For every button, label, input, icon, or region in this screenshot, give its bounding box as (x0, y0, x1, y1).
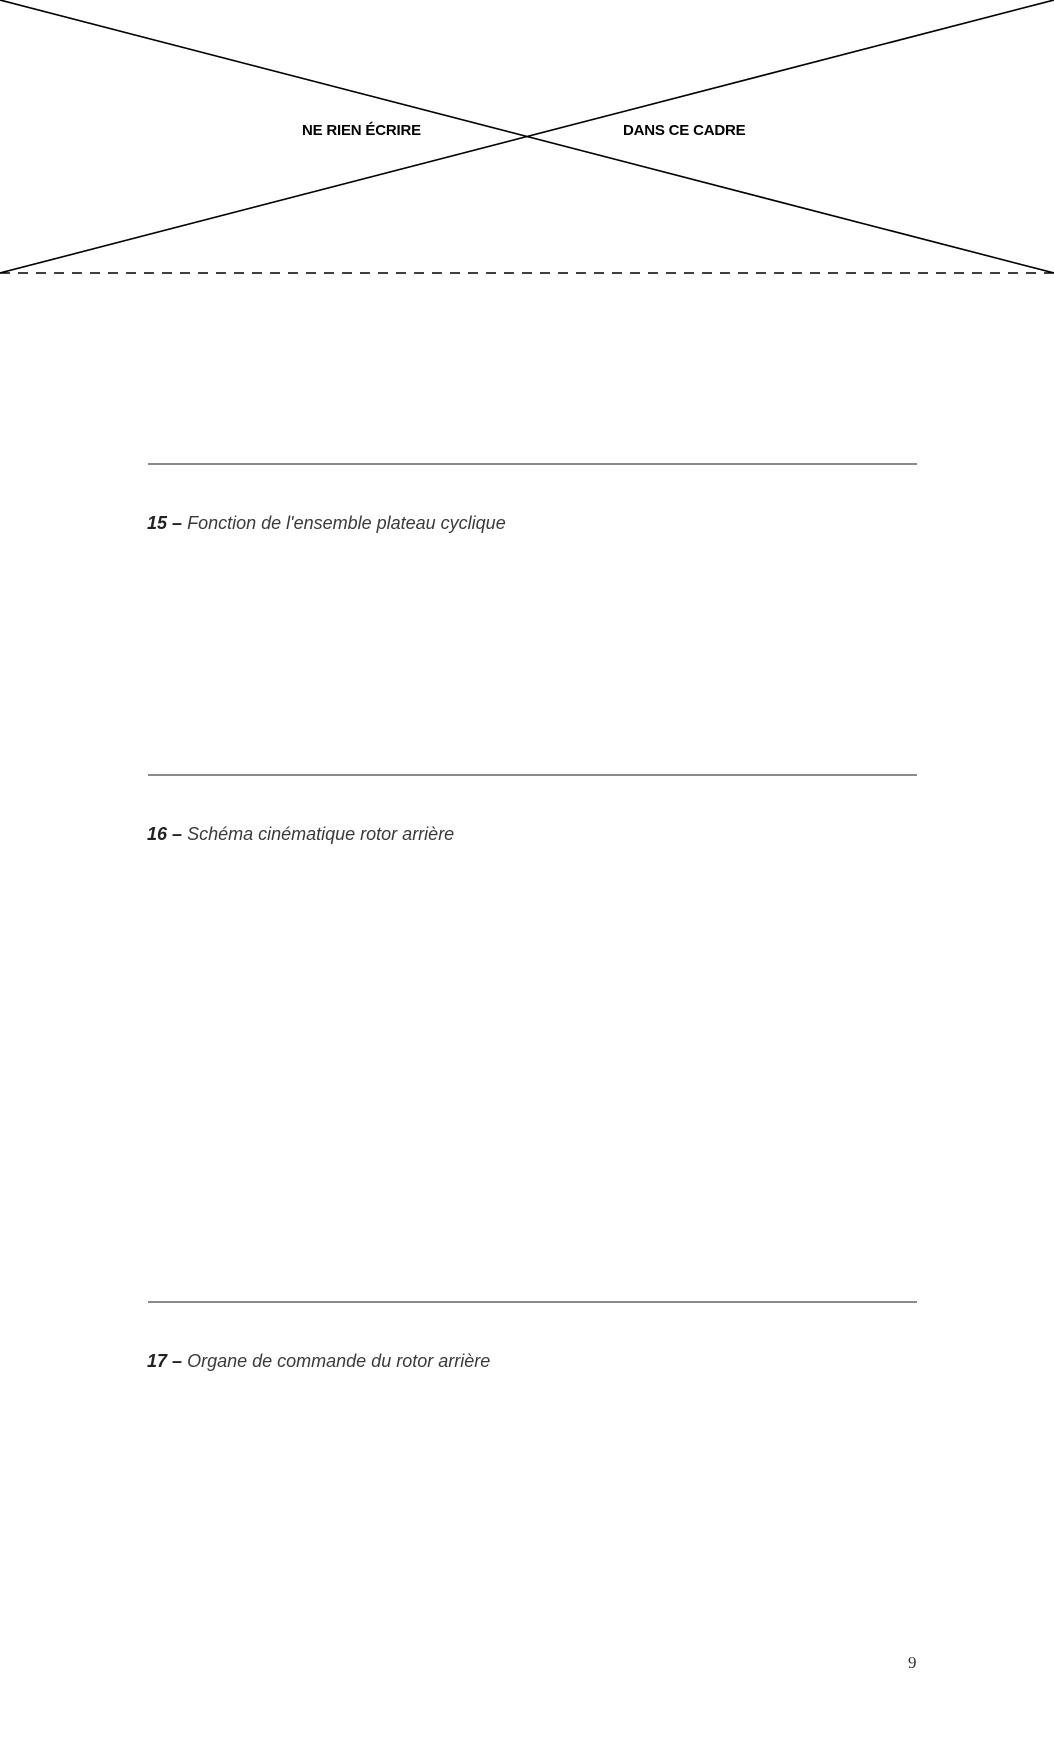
question-dash: – (172, 513, 183, 533)
no-write-box (0, 0, 1054, 276)
question-title: Fonction de l'ensemble plateau cyclique (187, 513, 506, 533)
section-divider-15 (148, 463, 917, 465)
question-dash: – (172, 1351, 183, 1371)
no-write-label-left: NE RIEN ÉCRIRE (302, 122, 421, 139)
question-15-heading (147, 513, 506, 534)
question-17-heading (147, 1351, 490, 1372)
question-number: 15 (147, 513, 168, 533)
question-dash: – (172, 824, 183, 844)
section-divider-17 (148, 1301, 917, 1303)
page-number: 9 (908, 1653, 917, 1672)
question-title: Organe de commande du rotor arrière (187, 1351, 491, 1371)
question-number: 17 (147, 1351, 168, 1371)
question-16-heading (147, 824, 454, 845)
question-title: Schéma cinématique rotor arrière (187, 824, 455, 844)
no-write-label-right: DANS CE CADRE (623, 122, 746, 139)
section-divider-16 (148, 774, 917, 776)
question-number: 16 (147, 824, 168, 844)
